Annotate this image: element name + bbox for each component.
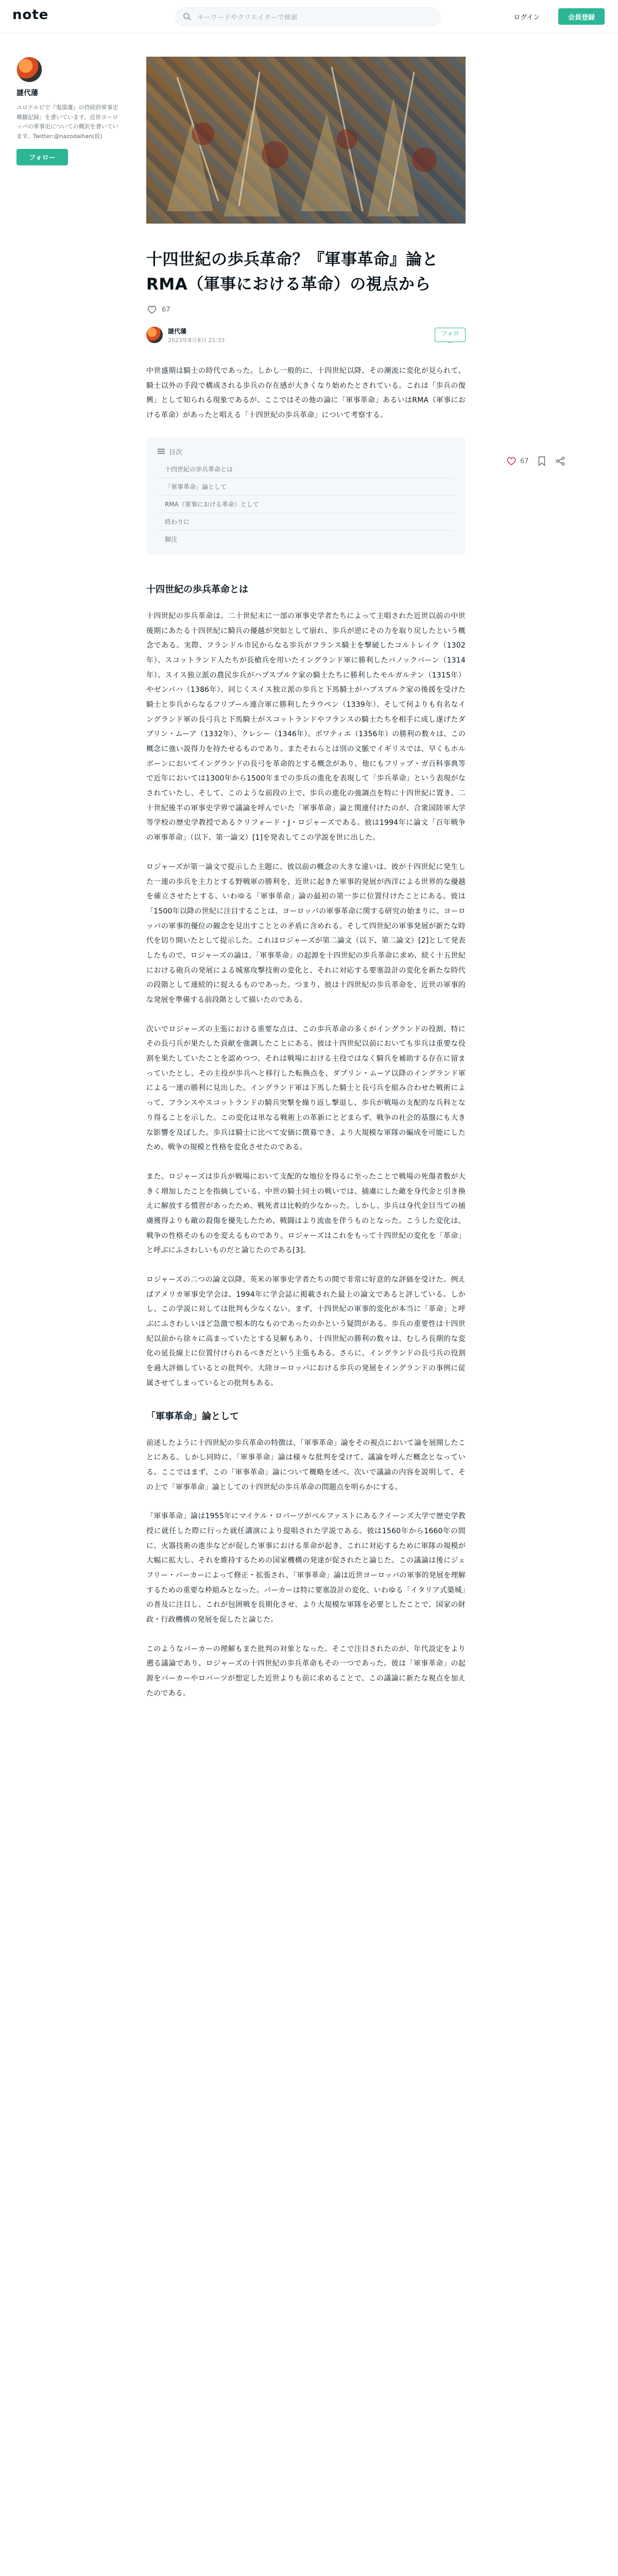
section-heading: 「軍事革命」論として <box>146 1411 239 1422</box>
body-paragraph: また、ロジャーズは歩兵が戦場において支配的な地位を得るに至ったことで戦場の死傷者数が大きく増加したことを指摘している。中世の騎士同士の戦いでは、捕虜にした敵を身代金と引き換えに解放する慣習があったため、戦死者は比較的少なかった。しかし、歩兵は身代金目当ての捕虜獲得よりも敵の殺傷を優先したため、戦闘はより流血を伴うものとなった。こうした変化は、戦争の性格そのものを変えるものであり、ロジャーズはこれをもって十四世紀の変化を「革命」と呼ぶにふさわしいものだと論じたのである[3]。 <box>146 1172 466 1255</box>
like-count: 67 <box>162 306 170 314</box>
article-author-avatar[interactable] <box>146 327 163 343</box>
author-name[interactable]: 謎代藩 <box>16 89 38 97</box>
search-input[interactable] <box>196 11 435 24</box>
hero-painting <box>146 57 466 224</box>
author-avatar[interactable] <box>16 57 42 82</box>
toc-item[interactable]: 十四世紀の歩兵革命とは <box>158 461 454 478</box>
signup-button[interactable]: 会員登録 <box>558 8 605 25</box>
body-paragraph: ロジャーズの二つの論文以降、英米の軍事史学者たちの間で非常に好意的な評価を受けた。例えばアメリカ軍事史学会は、1994年に学会誌に掲載された最上の論文であると評している。しかし、この学説に対しては批判も少なくない。まず、十四世紀の軍事的変化が本当に「革命」と呼ぶにふさわしいほど急激で根本的なものであったのかという疑問がある。歩兵の重要性は十四世紀以前から徐々に高まっていたとする見解もあり、十四世紀の勝利の数々は、むしろ長期的な変化の延長線上に位置付けられるべきだという主張もある。さらに、イングランドの長弓兵の役割を過大評価しているとの批判や、大陸ヨーロッパにおける歩兵の発展をイングランドの事例に従属させてしまっているとの批判もある。 <box>146 1276 466 1387</box>
heart-icon <box>506 455 517 467</box>
heart-icon[interactable] <box>146 304 158 315</box>
body-paragraph: このようなパーカーの理解もまた批判の対象となった。そこで注目されたのが、年代設定をより遡る議論であり、ロジャーズの十四世紀の歩兵革命もその一つであった。彼は「軍事革命」の起源をパーカーやロバーツが想定した近世よりも前に求めることで、この議論に新たな視点を加えたのである。 <box>146 1645 466 1698</box>
author-sidebar <box>16 57 119 165</box>
toc-item[interactable]: 終わりに <box>158 513 454 531</box>
note-logo[interactable]: note <box>12 7 49 23</box>
article-author-name[interactable]: 謎代藩 <box>168 328 187 335</box>
hero-image <box>146 57 466 224</box>
floating-actions <box>506 455 578 467</box>
table-of-contents <box>146 437 466 555</box>
body-paragraph: ロジャーズが第一論文で提示した主題に、彼以前の概念の大きな違いは、彼が十四世紀に発生した一連の歩兵を主力とする野戦軍の勝利を、近世に起きた軍事的発展が西洋による世界的な優越を確立させたとする、いわゆる「軍事革命」論の最初の第一歩に位置付けたことにある。彼は「1500年以降の世紀に注目することは、ヨーロッパの軍事革命に関する研究の始まりに、ヨーロッパの軍事的優位の観念を見出すこととの矛盾に含めれる。そして四世紀の軍事発展が新たな時代を切り開いたとして提示した。これはロジャーズが第二論文（以下、第二論文）[2]として発表したもので、ロジャーズの論は、「軍事革命」の起源を十四世紀の歩兵革命に求め、続く十五世紀における砲兵の発展による城塞攻撃技術の変化と、それに対応する要塞設計の変化を新たな時代の段階として連続的に捉えるものであった。つまり、彼は十四世紀の歩兵革命を、近世の軍事的な発展を準備する前段階として描いたのである。 <box>146 862 466 1005</box>
body-paragraph: 十四世紀の歩兵革命は、二十世紀末に一部の軍事史学者たちによって主唱された近世以前の中世後期にあたる十四世紀に騎兵の優越が突如として崩れ、歩兵が逆にその力を取り戻したという概念である。実際、フランドル市民からなる歩兵がフランス騎士を撃破したコルトレイク（1302年）、スコットランド人たちが長槍兵を用いたイングランド軍に勝利したバノックバーン（1314年）、スイス独立派の農民歩兵がハプスブルク家の騎士たちに勝利したモルガルテン（1315年）やゼンパハ（1386年）、同じくスイス独立派の歩兵と下馬騎士がハプスブルク家の後援を受けた騎士と歩兵からなるフリブール連合軍に勝利したラウペン（1339年）、そして何よりも有名なイングランド軍の長弓兵と下馬騎士がスコットランドやフランスの騎士たちを相手に成し遂げたダプリン・ムーア（1332年）、クレシー（1346年）、ポワティエ（1356年）の勝利の数々は、この概念に強い説得力を持たせるものであり、またそれらとは別の文脈でイギリスでは、早くもホルボーンにおいてイングランドの長弓を革命的とする概念があり、他にもフリップ・ガ百科事典等で近年においては1300年から1500年までの歩兵の進化を表現して「歩兵革命」という表現がなされていたし、そして、このような前段の上で、歩兵の進化の強調点を特に十四世紀に置き、二十世紀後半の軍事史学界で議論を呼んでいた「軍事革命」論と関連付けたのが、合衆国陸軍大学等学校の歴史学教授であるクリフォード・J・ロジャーズである。彼は1994年に論文「百年戦争の軍事革命」（以下、第一論文）[1]を発表してこの学説を世に出した。 <box>146 612 466 842</box>
login-button[interactable]: ログイン <box>505 8 549 25</box>
section-heading: 十四世紀の歩兵革命とは <box>146 584 248 595</box>
author-description: ユロナルビで『鬼謀藩』の持続的軍事史概観記録」を書いています。近世ヨーロッパの軍事史についての概訳を書いています。Twitter:@nazodaihan(仮) <box>16 104 118 140</box>
like-row <box>146 302 466 317</box>
toc-header[interactable] <box>158 447 454 456</box>
follow-button[interactable]: フォロー <box>16 149 68 165</box>
article <box>146 57 466 1716</box>
search-icon <box>183 12 191 21</box>
floating-like[interactable] <box>506 455 529 467</box>
floating-like-count: 67 <box>520 457 529 465</box>
toc-item[interactable]: RMA（軍事における革命）として <box>158 496 454 513</box>
bookmark-icon[interactable] <box>536 455 547 467</box>
list-icon <box>158 448 165 454</box>
search-box[interactable] <box>175 7 441 26</box>
article-author-row <box>146 324 466 348</box>
publish-date: 2023年8月8日 21:33 <box>168 337 225 344</box>
lead-paragraph: 中世盛期は騎士の時代であった。しかし一般的に、十四世紀以降、その潮流に変化が見られて、騎士以外の手段で構成される歩兵の存在感が大きくなり始めたとされている。これは「歩兵の復興」として知られる現象であるが、ここではその他の論に「軍事革命」あるいはRMA（軍事における革命）があったと唱える「十四世紀の歩兵革命」について考察する。 <box>146 367 466 420</box>
body-paragraph: 「軍事革命」論は1955年にマイケル・ロバーツがベルファストにあるクイーンズ大学で歴史学教授に就任した際に行った就任講演により提唱された学説である。彼は1560年から1660年の間に、火器技術の進歩などが促した軍事における革命が起き、これに対応するために軍隊の規模が大幅に拡大し、それを維持するための国家機構の発達が促されたと論じた。この議論は後にジェフリー・パーカーによって修正・拡張され、「軍事革命」論は近世ヨーロッパの軍事的発展を理解するための重要な枠組みとなった。パーカーは特に要塞設計の変化、いわゆる「イタリア式築城」の普及に注目し、これが包囲戦を長期化させ、より大規模な軍隊を必要としたことで、国家の財政・行政機構の発展を促したと論じた。 <box>146 1512 466 1624</box>
toc-item[interactable]: 「軍事革命」論として <box>158 478 454 496</box>
article-title: 十四世紀の歩兵革命？『軍事革命』論とRMA（軍事における革命）の視点から <box>146 250 438 294</box>
share-icon[interactable] <box>555 455 566 467</box>
site-header <box>0 0 618 33</box>
body-paragraph: 前述したように十四世紀の歩兵革命の特徴は、「軍事革命」論をその視点において論を展開したことにある。しかし同時に、「軍事革命」論は様々な批判を受けて、議論を呼んだ概念となっている。ここではまず、この「軍事革命」論について概略を述べ、次いで議論の内容を説明して、その上で「軍事革命」論としての十四世紀の歩兵革命の問題点を明らかにする。 <box>146 1438 466 1492</box>
body-paragraph: 次いでロジャーズの主張における重要な点は、この歩兵革命の多くがイングランドの役割、特にその長弓兵が果たした貢献を強調したことにある。彼は十四世紀以前においても歩兵は重要な役割を果たしていたことを認めつつ、それは戦場における主役ではなく騎兵を補助する存在に留まっていたとし、その主役が歩兵へと移行した転換点を、ダプリン・ムーア以降のイングランド軍による一連の勝利に見出した。イングランド軍は下馬した騎士と長弓兵を組み合わせた戦術によって、フランスやスコットランドの騎兵突撃を繰り返し撃退し、歩兵が戦場の支配的な兵科となり得ることを示した。この変化は単なる戦術上の革新にとどまらず、戦争の社会的基盤にも大きな影響を及ぼした。歩兵は騎士に比べて安価に徴募でき、より大規模な軍隊の編成を可能にしたため、戦争の規模と性格を変化させたのである。 <box>146 1025 466 1152</box>
article-follow-button[interactable]: フォロー <box>435 328 466 342</box>
toc-heading: 目次 <box>169 448 183 456</box>
toc-item[interactable]: 脚注 <box>165 535 178 543</box>
